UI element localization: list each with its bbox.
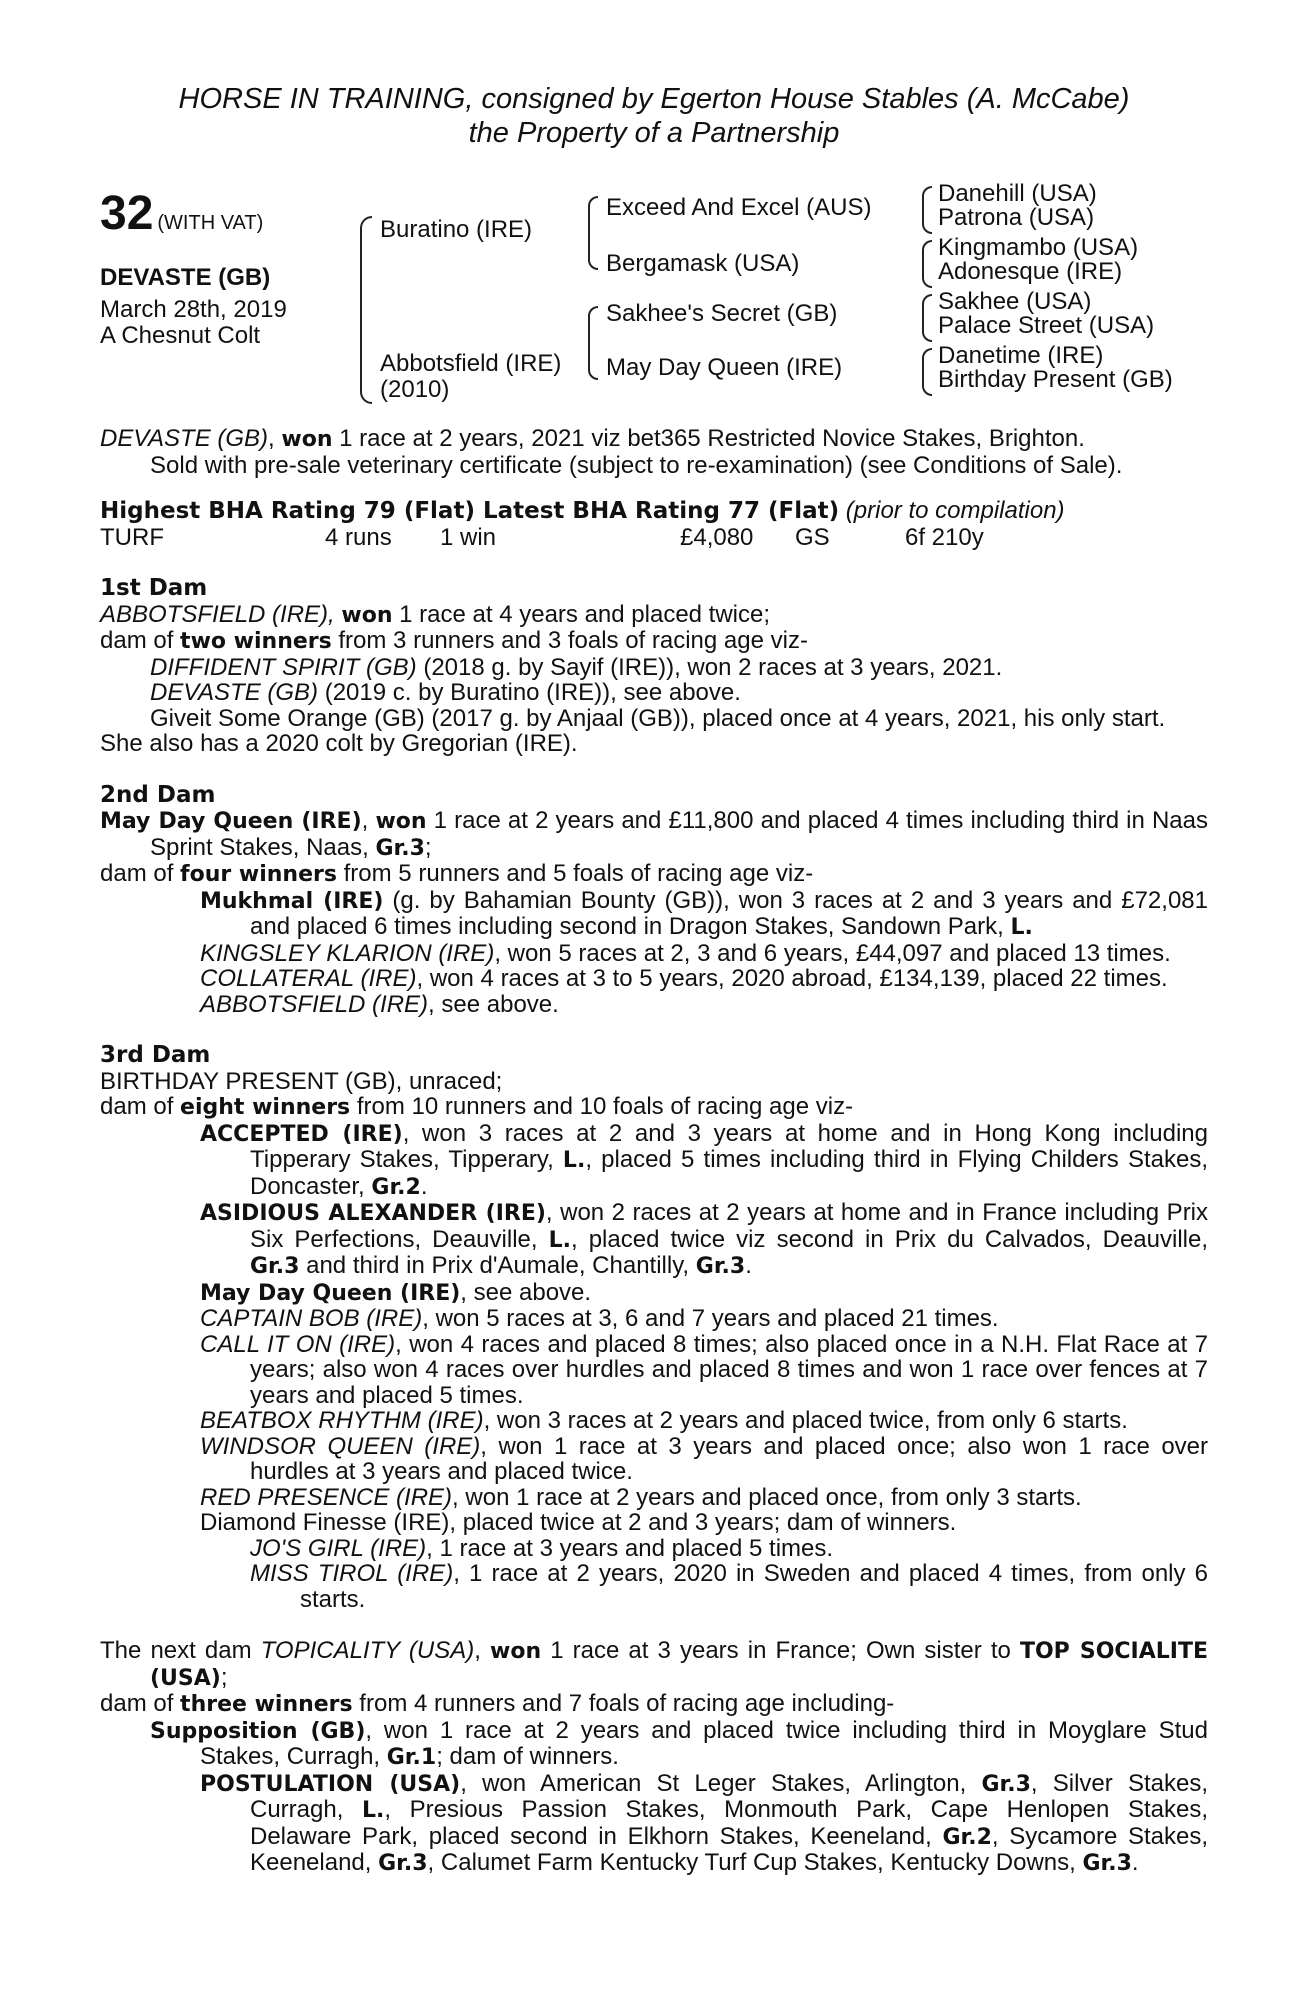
- horse-name: DEVASTE (GB): [100, 264, 271, 291]
- dam3-progeny-f: [100, 1408, 1208, 1434]
- dam3-progeny-a: ACCEPTED (IRE), won 3 races at 2 and 3 years at home and in Hong Kong including Tipperary Stakes, Tipperary, L., placed 5 times including third in Flying Childers Stakes, Doncaster, Gr.2.: [200, 1119, 1208, 1200]
- d3-a-name: ACCEPTED (IRE): [200, 1121, 403, 1147]
- d2-rest: 1 race at 2 years and £11,800 and placed 4 times including third in Naas Sprint Stakes, Naas,: [150, 807, 1208, 861]
- nd-s-name: Supposition (GB): [150, 1718, 366, 1744]
- vet-note: Sold with pre-sale veterinary certificate (subject to re-examination) (see Conditions of Sale).: [150, 451, 1123, 479]
- nd-p-5: , Calumet Farm Kentucky Turf Cup Stakes, Kentucky Downs,: [427, 1849, 1083, 1876]
- dam3-progeny-c: [100, 1280, 1208, 1307]
- d2-p2-name: KINGSLEY KLARION (IRE): [200, 939, 495, 967]
- summary-name: DEVASTE (GB): [100, 425, 269, 452]
- d3-j-rest: , 1 race at 3 years and placed 5 times.: [426, 1534, 834, 1562]
- rating-line: [100, 498, 1208, 525]
- title-line-2: the Property of a Partnership: [468, 117, 840, 149]
- nd-p-gr4: Gr.3: [1082, 1851, 1132, 1876]
- brace-3d: [922, 348, 932, 396]
- d3-j-name: JO'S GIRL (IRE): [250, 1534, 427, 1562]
- d3-b-gr2: Gr.3: [695, 1254, 746, 1279]
- d3-l2c: from 10 runners and 10 foals of racing age viz-: [350, 1093, 854, 1120]
- turf-going: GS: [795, 523, 830, 551]
- d1-l2b: two winners: [180, 629, 332, 654]
- sire-brace: [588, 196, 598, 270]
- nd-b: 1 race at 3 years in France; Own sister to: [541, 1637, 1020, 1664]
- nd-p-gr3: Gr.3: [378, 1851, 428, 1876]
- lot-number: 32: [100, 187, 154, 240]
- d3-b-L: L.: [548, 1227, 571, 1253]
- next-dam-progeny-s: [100, 1718, 1208, 1771]
- dam1-line1: [100, 602, 1208, 629]
- d3-b-1: , won 2 races at 2 years at home and in France including Prix Six Perfections, Deauville,: [250, 1199, 1209, 1253]
- pedigree-brace: [360, 216, 372, 404]
- dam1-progeny-2: [100, 680, 1208, 706]
- rating-note: (prior to compilation): [845, 497, 1065, 524]
- dam1-progeny-1: [100, 655, 1208, 681]
- dam3-progeny-i: Diamond Finesse (IRE), placed twice at 2 and 3 years; dam of winners.: [200, 1509, 957, 1536]
- dam3-line1: BIRTHDAY PRESENT (GB), unraced;: [100, 1067, 503, 1095]
- d3-a-1: , won 3 races at 2 and 3 years at home and in Hong Kong including Tipperary Stakes, Tipperary,: [250, 1119, 1208, 1173]
- dam2-progeny-4: [100, 992, 1208, 1018]
- d2-gr: Gr.3: [375, 835, 425, 861]
- nd-s-gr: Gr.1: [386, 1745, 437, 1770]
- dam3-grand-j: [100, 1536, 1208, 1562]
- dam3-grand-k: [100, 1561, 1208, 1612]
- d3-b-3: and third in Prix d'Aumale, Chantilly,: [299, 1252, 696, 1279]
- dam-brace: [588, 306, 598, 380]
- d3-h-name: RED PRESENCE (IRE): [200, 1483, 453, 1511]
- lot-header: [100, 186, 263, 241]
- turf-record: [100, 525, 1208, 551]
- dam3-line2: [100, 1094, 1208, 1121]
- d3-e-rest: , won 4 races and placed 8 times; also placed once in a N.H. Flat Race at 7 years; also won 4 races over hurdles and placed 8 times and won 1 race over fences at 7 years and placed 5 times.: [250, 1330, 1208, 1409]
- dam3-progeny-b: ASIDIOUS ALEXANDER (IRE), won 2 races at 2 years at home and in France including Prix Six Perfections, Deauville, L., placed twice viz second in Prix du Calvados, Deauville, Gr.3 and third in Prix d'Aumale, Chantilly, Gr.3.: [200, 1199, 1209, 1279]
- sire-sire: Exceed And Excel (AUS): [606, 194, 872, 221]
- ped-sdd: Adonesque (IRE): [938, 258, 1123, 285]
- rating-label: Highest BHA Rating 79 (Flat) Latest BHA Rating 77 (Flat): [100, 498, 840, 524]
- next-dam-grand-p: POSTULATION (USA), won American St Leger Stakes, Arlington, Gr.3, Silver Stakes, Curragh, L., Presious Passion Stakes, Monmouth Park, Cape Henlopen Stakes, Delaware Park, placed second in Elkhorn Stakes, Keeneland, Gr.2, Sycamore Stakes, Keeneland, Gr.3, Calumet Farm Kentucky Turf Cup Stakes, Kentucky Downs, Gr.3.: [200, 1769, 1209, 1876]
- d2-p4-name: ABBOTSFIELD (IRE): [200, 990, 429, 1018]
- dam2-progeny-2: [100, 941, 1208, 967]
- dam2-progeny-3: [100, 966, 1208, 992]
- d3-b-gr1: Gr.3: [250, 1254, 300, 1279]
- pedigree-block: [100, 180, 1208, 426]
- d1-p1-name: DIFFIDENT SPIRIT (GB): [150, 653, 417, 681]
- nd-p-gr1: Gr.3: [981, 1771, 1031, 1797]
- brace-3c: [922, 294, 932, 342]
- dam1-heading: 1st Dam: [100, 575, 208, 601]
- sire: Buratino (IRE): [380, 216, 533, 243]
- dam1-line2: [100, 628, 1208, 655]
- nd-won: won: [490, 1639, 542, 1664]
- d3-l2a: dam of: [100, 1093, 181, 1120]
- d2-p1-rest: (g. by Bahamian Bounty (GB)), won 3 races at 2 and 3 years and £72,081 and placed 6 times including second in Dragon Stakes, Sandown Park,: [250, 886, 1208, 940]
- d3-k-name: MISS TIROL (IRE): [250, 1560, 454, 1587]
- dam1-won: won: [341, 602, 393, 628]
- next-dam-line1: The next dam TOPICALITY (USA), won 1 race at 3 years in France; Own sister to TOP SOCIALITE (USA);: [100, 1637, 1208, 1691]
- nd-p-name: POSTULATION (USA): [200, 1771, 461, 1797]
- dam3-progeny-g: [100, 1434, 1208, 1485]
- nd-p-3: , Presious Passion Stakes, Monmouth Park, Cape Henlopen Stakes, Delaware Park, placed second in Elkhorn Stakes, Keeneland,: [250, 1796, 1208, 1850]
- d1-p1-rest: (2018 g. by Sayif (IRE)), won 2 races at 3 years, 2021.: [416, 653, 1003, 681]
- dam2-progeny-1: [100, 888, 1208, 941]
- nd-l2a: dam of: [100, 1690, 181, 1717]
- d1-l2c: from 3 runners and 3 foals of racing age viz-: [331, 627, 808, 654]
- ped-dsd: Palace Street (USA): [938, 312, 1155, 339]
- nd-l2c: from 4 runners and 7 foals of racing age including-: [352, 1690, 895, 1717]
- nd-p-L: L.: [361, 1798, 385, 1823]
- d2-p2-rest: , won 5 races at 2, 3 and 6 years, £44,097 and placed 13 times.: [494, 939, 1171, 967]
- foaling-date: March 28th, 2019: [100, 296, 287, 323]
- ped-dds: Danetime (IRE): [938, 342, 1104, 369]
- d3-k-rest: , 1 race at 2 years, 2020 in Sweden and placed 4 times, from only 6 starts.: [300, 1560, 1208, 1613]
- nd-s-1: , won 1 race at 2 years and placed twice including third in Moyglare Stud Stakes, Curragh,: [200, 1716, 1208, 1770]
- d2-p1-gr: L.: [1010, 915, 1033, 940]
- d3-d-name: CAPTAIN BOB (IRE): [200, 1305, 423, 1332]
- d2-p3-rest: , won 4 races at 3 to 5 years, 2020 abroad, £134,139, placed 22 times.: [416, 965, 1168, 992]
- d3-a-2: , placed 5 times including third in Flying Childers Stakes, Doncaster,: [250, 1146, 1208, 1200]
- nd-s-2: ; dam of winners.: [436, 1743, 619, 1770]
- d3-b-2: , placed twice viz second in Prix du Calvados, Deauville,: [570, 1225, 1208, 1253]
- summary-text: 1 race at 2 years, 2021 viz bet365 Restricted Novice Stakes, Brighton.: [332, 425, 1085, 452]
- nd-sister: TOP SOCIALITE (USA): [150, 1639, 1208, 1691]
- d2-won: won: [375, 809, 427, 834]
- dam1-last: She also has a 2020 colt by Gregorian (IRE).: [100, 730, 578, 757]
- dam2-line2: [100, 861, 1208, 888]
- next-dam-line2: [100, 1691, 1208, 1718]
- d3-c-name: May Day Queen (IRE): [200, 1280, 461, 1306]
- d2-l2c: from 5 runners and 5 foals of racing age viz-: [336, 860, 814, 887]
- d3-a-gr: Gr.2: [371, 1174, 421, 1200]
- d3-h-rest: , won 1 race at 2 years and placed once, from only 3 starts.: [452, 1483, 1082, 1511]
- dam-dam: May Day Queen (IRE): [606, 354, 843, 381]
- nd-p-2: , Silver Stakes, Curragh,: [250, 1769, 1208, 1823]
- d3-g-rest: , won 1 race at 3 years and placed once; also won 1 race over hurdles at 3 years and placed twice.: [250, 1432, 1209, 1485]
- brace-3a: [922, 186, 932, 234]
- nd-name: TOPICALITY (USA): [260, 1637, 475, 1664]
- summary: DEVASTE (GB), won 1 race at 2 years, 2021 viz bet365 Restricted Novice Stakes, Brighton.: [100, 425, 1085, 452]
- d2-l2a: dam of: [100, 860, 181, 887]
- turf-runs: 4 runs: [325, 523, 392, 551]
- nd-p-4: , Sycamore Stakes, Keeneland,: [250, 1822, 1209, 1876]
- title-line-1: HORSE IN TRAINING, consigned by Egerton House Stables (A. McCabe): [178, 83, 1130, 115]
- d3-e-name: CALL IT ON (IRE): [200, 1330, 396, 1358]
- d1-p2-name: DEVASTE (GB): [150, 679, 319, 706]
- ped-ddd: Birthday Present (GB): [938, 366, 1173, 393]
- dam1-progeny-3: Giveit Some Orange (GB) (2017 g. by Anjaal (GB)), placed once at 4 years, 2021, his only start.: [150, 704, 1166, 732]
- nd-p-1: , won American St Leger Stakes, Arlington,: [460, 1769, 982, 1797]
- d1-l2a: dam of: [100, 627, 181, 654]
- ped-dss: Sakhee (USA): [938, 288, 1092, 315]
- summary-won: won: [281, 427, 333, 452]
- d3-a-L: L.: [562, 1148, 586, 1173]
- nd-p-gr2: Gr.2: [942, 1824, 992, 1850]
- d2-l2b: four winners: [180, 862, 337, 887]
- d2-p4-rest: , see above.: [428, 990, 559, 1018]
- sire-dam: Bergamask (USA): [606, 250, 800, 277]
- turf-money: £4,080: [680, 523, 754, 551]
- d3-c-rest: , see above.: [460, 1278, 592, 1306]
- ped-sss: Danehill (USA): [938, 180, 1097, 207]
- dam1-name: ABBOTSFIELD (IRE),: [100, 600, 335, 628]
- d3-b-name: ASIDIOUS ALEXANDER (IRE): [200, 1201, 546, 1226]
- d2-name: May Day Queen (IRE): [100, 809, 362, 834]
- d3-l2b: eight winners: [180, 1095, 351, 1120]
- dam3-progeny-d: [100, 1306, 1208, 1332]
- d1-p2-rest: (2019 c. by Buratino (IRE)), see above.: [318, 679, 741, 706]
- d3-f-name: BEATBOX RHYTHM (IRE): [200, 1407, 484, 1434]
- d3-g-name: WINDSOR QUEEN (IRE): [200, 1432, 481, 1460]
- dam: Abbotsfield (IRE): [380, 350, 562, 377]
- dam2-line1: May Day Queen (IRE), won 1 race at 2 years and £11,800 and placed 4 times including third in Naas Sprint Stakes, Naas, Gr.3;: [100, 807, 1208, 861]
- dam2-heading: 2nd Dam: [100, 781, 216, 808]
- dam3-progeny-e: [100, 1332, 1208, 1409]
- dam-sire: Sakhee's Secret (GB): [606, 300, 838, 327]
- d3-f-rest: , won 3 races at 2 years and placed twice, from only 6 starts.: [483, 1407, 1128, 1434]
- nd-l2b: three winners: [180, 1692, 353, 1717]
- catalogue-page: [100, 82, 1208, 1877]
- turf-label: TURF: [100, 523, 164, 551]
- dam3-progeny-h: [100, 1485, 1208, 1511]
- page-title: [100, 82, 1208, 150]
- turf-distance: 6f 210y: [905, 523, 984, 551]
- horse-description: A Chesnut Colt: [100, 322, 261, 349]
- d3-d-rest: , won 5 races at 3, 6 and 7 years and placed 21 times.: [422, 1305, 999, 1332]
- ped-sds: Kingmambo (USA): [938, 234, 1139, 261]
- dam-year: (2010): [380, 376, 450, 403]
- ped-ssd: Patrona (USA): [938, 204, 1095, 231]
- dam1-rest: 1 race at 4 years and placed twice;: [392, 600, 771, 628]
- vat-label: (WITH VAT): [157, 212, 264, 234]
- turf-wins: 1 win: [440, 523, 497, 551]
- d2-p3-name: COLLATERAL (IRE): [200, 965, 417, 992]
- brace-3b: [922, 240, 932, 288]
- nd-a: The next dam: [100, 1637, 261, 1664]
- d2-p1-name: Mukhmal (IRE): [200, 888, 384, 914]
- dam3-heading: 3rd Dam: [100, 1042, 211, 1068]
